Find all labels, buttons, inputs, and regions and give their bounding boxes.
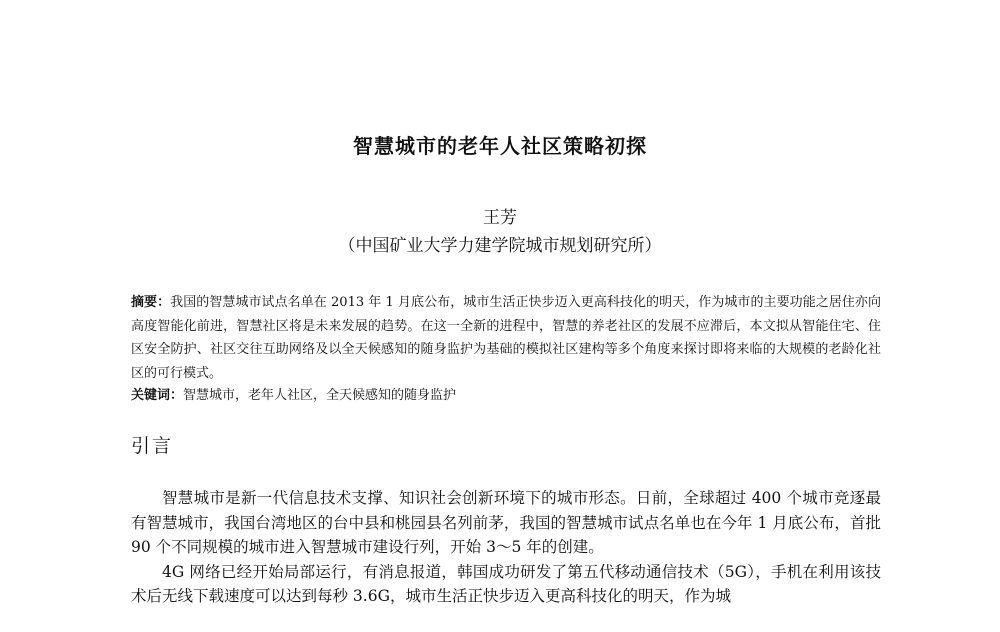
abstract-text: 我国的智慧城市试点名单在 2013 年 1 月底公布，城市生活正快步迈入更高科技化的明天，作为城市的主要功能之居住亦向高度智能化前进，智慧社区将是未来发展的趋势。在这一全新的进程中，智慧的养老社区的发展不应滞后，本文拟从智能住宅、住区安全防护、社区交往互助网络及以全天候感知的随身监护为基础的模拟社区建构等多个角度来探讨即将来临的大规模的老龄化社区的可行模式。: [131, 295, 881, 381]
keywords-text: 智慧城市，老年人社区，全天候感知的随身监护: [183, 388, 457, 403]
author-name: 王芳: [483, 208, 517, 228]
abstract-label: 摘要：: [131, 295, 171, 310]
author-affiliation: （中国矿业大学力建学院城市规划研究所）: [338, 236, 662, 256]
paper-title: 智慧城市的老年人社区策略初探: [353, 134, 647, 158]
keywords-label: 关键词：: [131, 388, 184, 403]
keywords-block: [131, 385, 881, 407]
body-text: [131, 486, 881, 609]
paragraph: 智慧城市是新一代信息技术支撑、知识社会创新环境下的城市形态。日前，全球超过 400 个城市竞逐最有智慧城市，我国台湾地区的台中县和桃园县名列前茅，我国的智慧城市试点名单也在今年 1 月底公布，首批 90 个不同规模的城市进入智慧城市建设行列，开始 3～5 年的创建。: [131, 489, 881, 556]
section-heading: 引言: [131, 435, 174, 457]
abstract-block: [131, 291, 881, 385]
paragraph: 4G 网络已经开始局部运行，有消息报道，韩国成功研发了第五代移动通信技术（5G），手机在利用该技术后无线下载速度可以达到每秒 3.6G，城市生活正快步迈入更高科技化的明天，作为城: [131, 562, 881, 605]
